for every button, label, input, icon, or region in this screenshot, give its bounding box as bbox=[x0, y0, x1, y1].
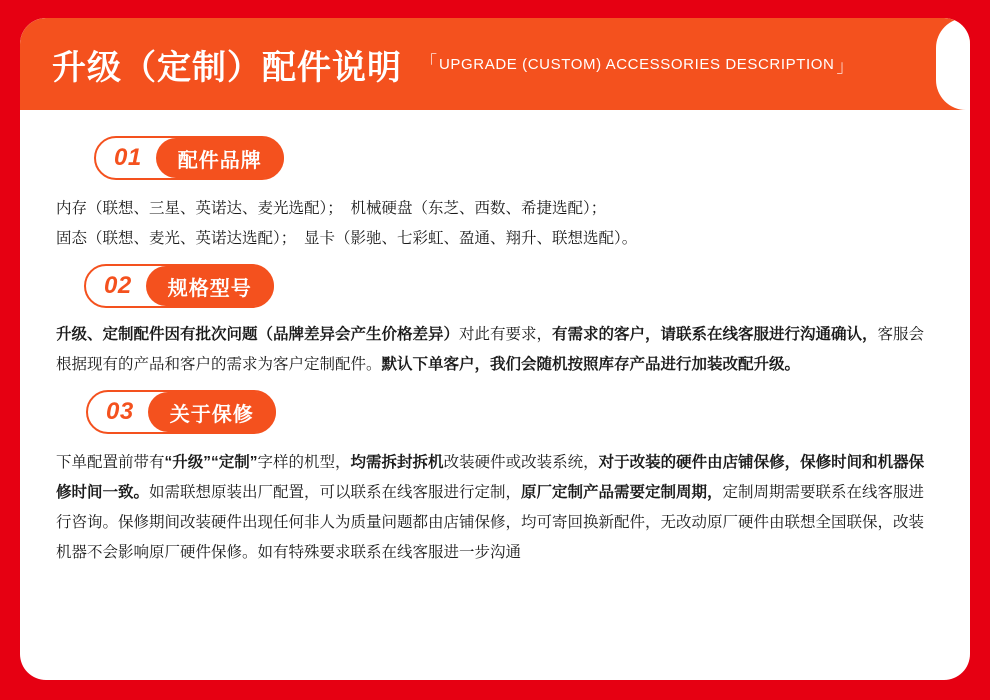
header-subtitle-wrap bbox=[420, 52, 854, 76]
brand-line-2: 固态（联想、麦光、英诺达选配）； 显卡（影驰、七彩虹、盈通、翔升、联想选配）。 bbox=[56, 230, 638, 247]
section-spec-model bbox=[56, 264, 934, 380]
text-run: 字样的机型， bbox=[257, 454, 351, 471]
section-body-03 bbox=[56, 448, 934, 568]
brand-line-1: 内存（联想、三星、英诺达、麦光选配）； 机械硬盘（东芝、西数、希捷选配）； bbox=[56, 200, 607, 217]
text-run: 有需求的客户，请联系在线客服进行沟通确认， bbox=[552, 326, 878, 343]
text-run: 对于改装的硬件由店铺保修，保修时间和机器保修时间一致。 bbox=[56, 454, 925, 501]
section-body-01 bbox=[56, 194, 934, 254]
section-warranty bbox=[56, 390, 934, 568]
section-header-01 bbox=[94, 136, 284, 180]
section-header-03 bbox=[86, 390, 276, 434]
section-accessory-brand bbox=[56, 136, 934, 254]
content-card bbox=[20, 18, 970, 680]
header-banner bbox=[20, 18, 970, 110]
text-run: 升级、定制配件因有批次问题（品牌差异会产生价格差异） bbox=[56, 326, 460, 343]
text-run: “升级”“定制” bbox=[164, 454, 258, 471]
section-number-02: 02 bbox=[104, 272, 132, 299]
text-run: 原厂定制产品需要定制周期， bbox=[521, 484, 723, 501]
text-run: 改装硬件或改装系统， bbox=[443, 454, 599, 471]
header-subtitle: UPGRADE (CUSTOM) ACCESSORIES DESCRIPTION bbox=[439, 55, 835, 73]
text-run: 客服会根据现有的产品和客户的需求为客户定制配件。 bbox=[56, 326, 925, 373]
section-body-02 bbox=[56, 320, 934, 380]
section-label-03: 关于保修 bbox=[148, 392, 276, 432]
section-label-02: 规格型号 bbox=[146, 266, 274, 306]
text-run: 如需联想原装出厂配置，可以联系在线客服进行定制， bbox=[149, 484, 522, 501]
page-title: 升级（定制）配件说明 bbox=[52, 48, 402, 87]
bracket-left-icon: 「 bbox=[420, 52, 437, 72]
text-run: 下单配置前带有 bbox=[56, 454, 165, 471]
text-run: 均需拆封拆机 bbox=[350, 454, 444, 471]
section-number-03: 03 bbox=[106, 398, 134, 425]
section-header-02 bbox=[84, 264, 274, 308]
warranty-paragraph bbox=[56, 448, 930, 568]
section-label-01: 配件品牌 bbox=[156, 138, 284, 178]
text-run: 定制周期需要联系在线客服进行咨询。保修期间改装硬件出现任何非人为质量问题都由店铺保修，均可寄回换新配件，无改动原厂硬件由联想全国联保，改装机器不会影响原厂硬件保修。如有特殊要求联系在线客服进一步沟通 bbox=[56, 484, 925, 561]
text-run: 默认下单客户，我们会随机按照库存产品进行加装改配升级。 bbox=[381, 356, 801, 373]
spec-paragraph bbox=[56, 320, 930, 380]
text-run: 对此有要求， bbox=[459, 326, 553, 343]
bracket-right-icon: 」 bbox=[836, 56, 854, 76]
section-number-01: 01 bbox=[114, 144, 142, 171]
content-area bbox=[20, 110, 970, 568]
